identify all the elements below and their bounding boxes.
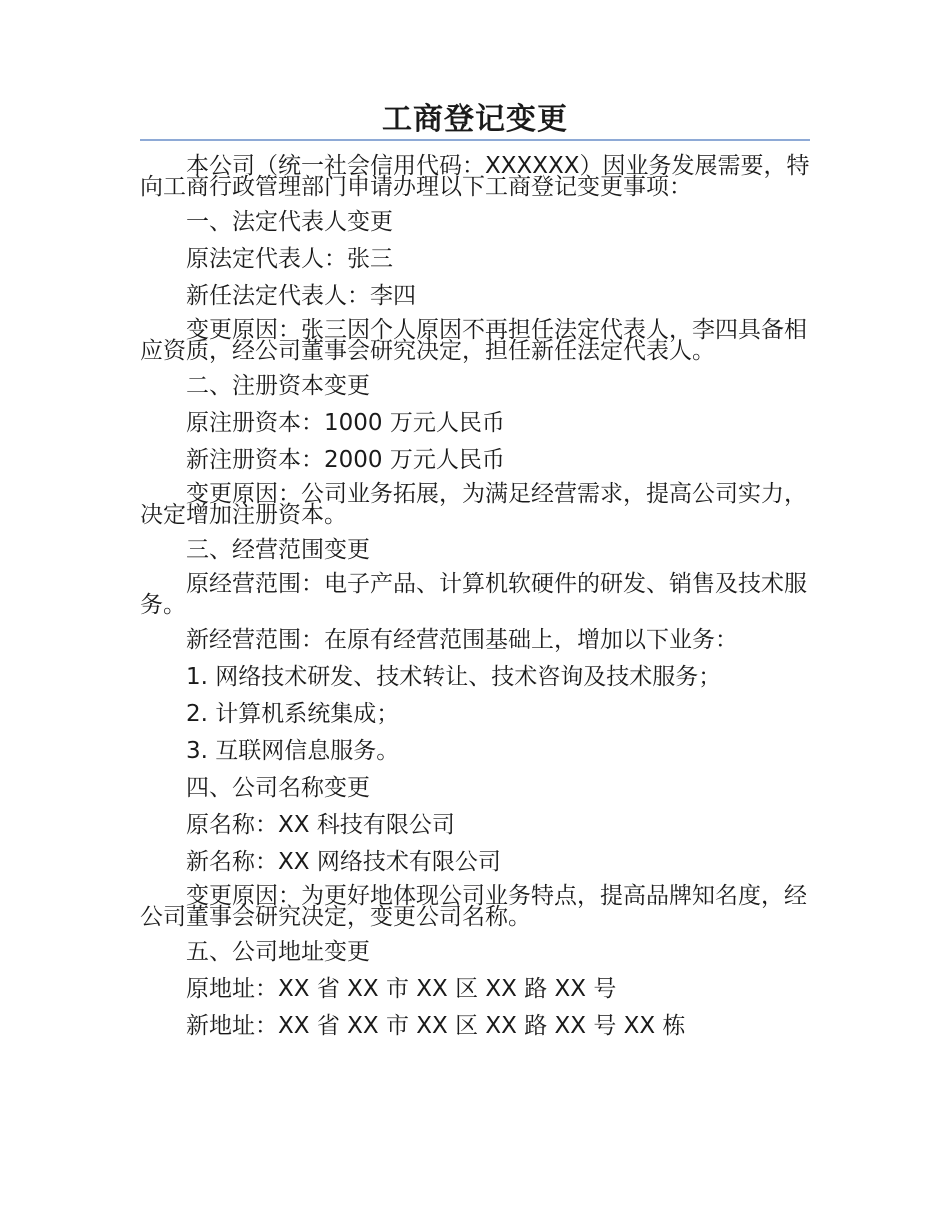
section-heading-legal-rep: 一、法定代表人变更 — [186, 209, 393, 235]
title-underline — [140, 139, 810, 141]
new-address: 新地址：XX 省 XX 市 XX 区 XX 路 XX 号 XX 栋 — [186, 1013, 686, 1039]
original-legal-rep: 原法定代表人：张三 — [186, 246, 393, 272]
new-legal-rep: 新任法定代表人：李四 — [186, 283, 416, 309]
scope-item-1: 1. 网络技术研发、技术转让、技术咨询及技术服务； — [186, 664, 722, 690]
original-company-name: 原名称：XX 科技有限公司 — [186, 812, 455, 838]
name-change-reason: 变更原因：为更好地体现公司业务特点，提高品牌知名度，经公司董事会研究决定，变更公司名称。 — [140, 883, 807, 930]
new-business-scope: 新经营范围：在原有经营范围基础上，增加以下业务： — [186, 627, 738, 653]
new-company-name: 新名称：XX 网络技术有限公司 — [186, 849, 501, 875]
document-title: 工商登记变更 — [382, 102, 568, 137]
original-business-scope: 原经营范围：电子产品、计算机软硬件的研发、销售及技术服务。 — [140, 571, 807, 618]
section-heading-address: 五、公司地址变更 — [186, 939, 370, 965]
intro-paragraph: 本公司（统一社会信用代码：XXXXXX）因业务发展需要，特向工商行政管理部门申请办理以下工商登记变更事项： — [140, 153, 810, 200]
new-capital: 新注册资本：2000 万元人民币 — [186, 447, 505, 473]
capital-change-reason: 变更原因：公司业务拓展，为满足经营需求，提高公司实力，决定增加注册资本。 — [140, 481, 807, 528]
section-heading-name: 四、公司名称变更 — [186, 775, 370, 801]
section-heading-capital: 二、注册资本变更 — [186, 373, 370, 399]
original-capital: 原注册资本：1000 万元人民币 — [186, 410, 505, 436]
section-heading-scope: 三、经营范围变更 — [186, 537, 370, 563]
legal-rep-change-reason: 变更原因：张三因个人原因不再担任法定代表人，李四具备相应资质，经公司董事会研究决定，担任新任法定代表人。 — [140, 317, 807, 364]
scope-item-2: 2. 计算机系统集成； — [186, 701, 400, 727]
document-body — [140, 153, 810, 1050]
original-address: 原地址：XX 省 XX 市 XX 区 XX 路 XX 号 — [186, 976, 617, 1002]
scope-item-3: 3. 互联网信息服务。 — [186, 738, 400, 764]
